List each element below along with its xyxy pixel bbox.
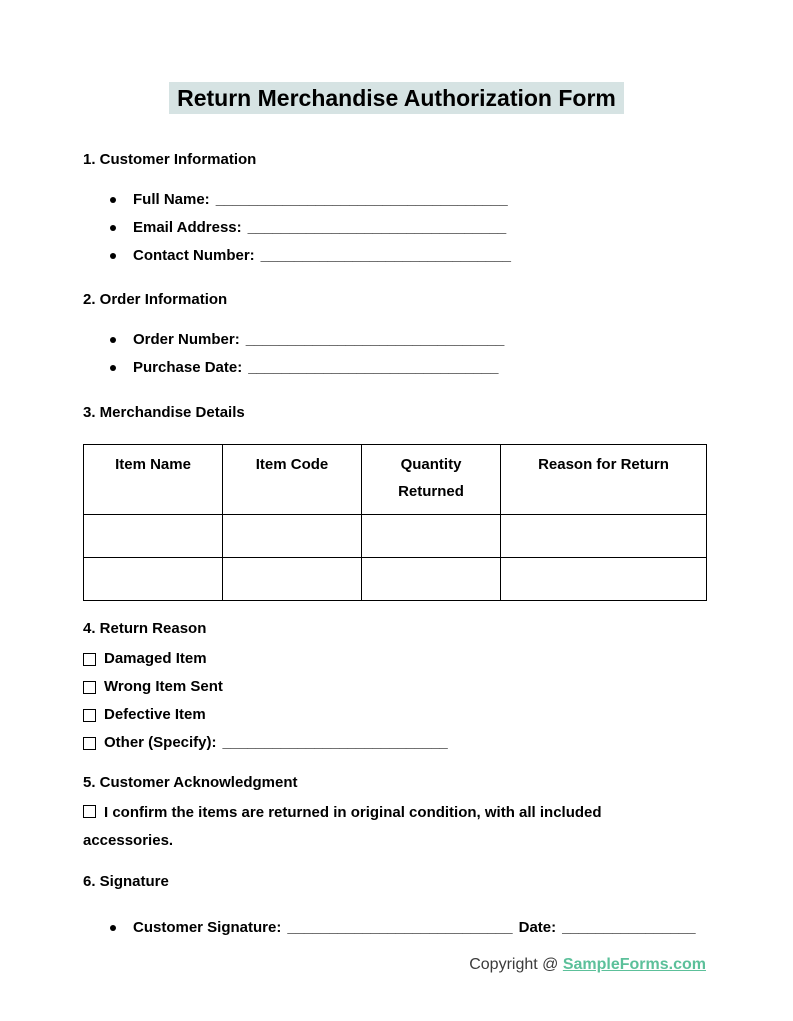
option-damaged-item [83, 645, 706, 673]
option-label: Wrong Item Sent [104, 678, 223, 696]
table-cell[interactable] [362, 515, 501, 558]
field-label: Order Number: [133, 331, 240, 349]
field-purchase-date [83, 354, 706, 382]
contact-number-blank-line[interactable]: ______________________________ [260, 247, 511, 265]
table-header-row [84, 445, 707, 515]
column-header-item-name: Item Name [84, 445, 223, 515]
table-cell[interactable] [501, 515, 707, 558]
table-cell[interactable] [84, 558, 223, 601]
bullet-icon [110, 225, 116, 231]
footer [469, 956, 706, 974]
signature-list [83, 914, 706, 942]
copyright-text: Copyright @ [469, 956, 559, 973]
field-full-name [83, 186, 706, 214]
date-label: Date: [518, 919, 557, 937]
table-cell[interactable] [362, 558, 501, 601]
order-number-blank-line[interactable]: _______________________________ [245, 331, 505, 349]
field-customer-signature [83, 914, 706, 942]
document-body [0, 150, 793, 942]
field-label: Full Name: [133, 191, 210, 209]
option-wrong-item-sent [83, 673, 706, 701]
field-label: Email Address: [133, 219, 242, 237]
field-contact-number [83, 242, 706, 270]
bullet-icon [110, 365, 116, 371]
section-heading-signature: 6. Signature [83, 873, 169, 891]
option-label: Defective Item [104, 706, 206, 724]
acknowledgment-text: I confirm the items are returned in original condition, with all included accessories. [83, 804, 602, 850]
title-bar [0, 0, 793, 114]
table-row [84, 558, 707, 601]
section-heading-customer-acknowledgment: 5. Customer Acknowledgment [83, 774, 298, 792]
checkbox-unchecked-icon[interactable] [83, 653, 96, 666]
checkbox-unchecked-icon[interactable] [83, 709, 96, 722]
email-address-blank-line[interactable]: _______________________________ [247, 219, 507, 237]
table-cell[interactable] [223, 515, 362, 558]
table-cell[interactable] [223, 558, 362, 601]
bullet-icon [110, 925, 116, 931]
order-information-list [83, 326, 706, 382]
checkbox-unchecked-icon[interactable] [83, 805, 96, 818]
option-label: Other (Specify): [104, 734, 217, 752]
table-row [84, 515, 707, 558]
column-header-item-code: Item Code [223, 445, 362, 515]
full-name-blank-line[interactable]: ___________________________________ [215, 191, 508, 209]
other-specify-blank-line[interactable]: ___________________________ [222, 734, 448, 752]
purchase-date-blank-line[interactable]: ______________________________ [248, 359, 499, 377]
return-reason-checklist [83, 645, 706, 757]
date-blank-line[interactable]: ________________ [562, 919, 696, 937]
merchandise-table [83, 444, 707, 601]
checkbox-unchecked-icon[interactable] [83, 737, 96, 750]
field-order-number [83, 326, 706, 354]
page-title: Return Merchandise Authorization Form [169, 82, 624, 114]
field-label: Contact Number: [133, 247, 255, 265]
field-label: Purchase Date: [133, 359, 243, 377]
option-defective-item [83, 701, 706, 729]
bullet-icon [110, 253, 116, 259]
section-heading-customer-information: 1. Customer Information [83, 151, 257, 169]
field-label: Customer Signature: [133, 919, 282, 937]
column-header-reason-for-return: Reason for Return [501, 445, 707, 515]
column-header-quantity-returned: Quantity Returned [362, 445, 501, 515]
option-other-specify [83, 729, 706, 757]
field-email-address [83, 214, 706, 242]
checkbox-unchecked-icon[interactable] [83, 681, 96, 694]
section-heading-order-information: 2. Order Information [83, 291, 228, 309]
acknowledgment-statement [83, 799, 663, 855]
sampleforms-link[interactable]: SampleForms.com [562, 956, 706, 973]
section-heading-merchandise-details: 3. Merchandise Details [83, 404, 245, 422]
customer-information-list [83, 186, 706, 270]
table-cell[interactable] [501, 558, 707, 601]
option-label: Damaged Item [104, 650, 207, 668]
bullet-icon [110, 197, 116, 203]
table-cell[interactable] [84, 515, 223, 558]
section-heading-return-reason: 4. Return Reason [83, 620, 207, 638]
bullet-icon [110, 337, 116, 343]
customer-signature-blank-line[interactable]: ___________________________ [287, 919, 513, 937]
